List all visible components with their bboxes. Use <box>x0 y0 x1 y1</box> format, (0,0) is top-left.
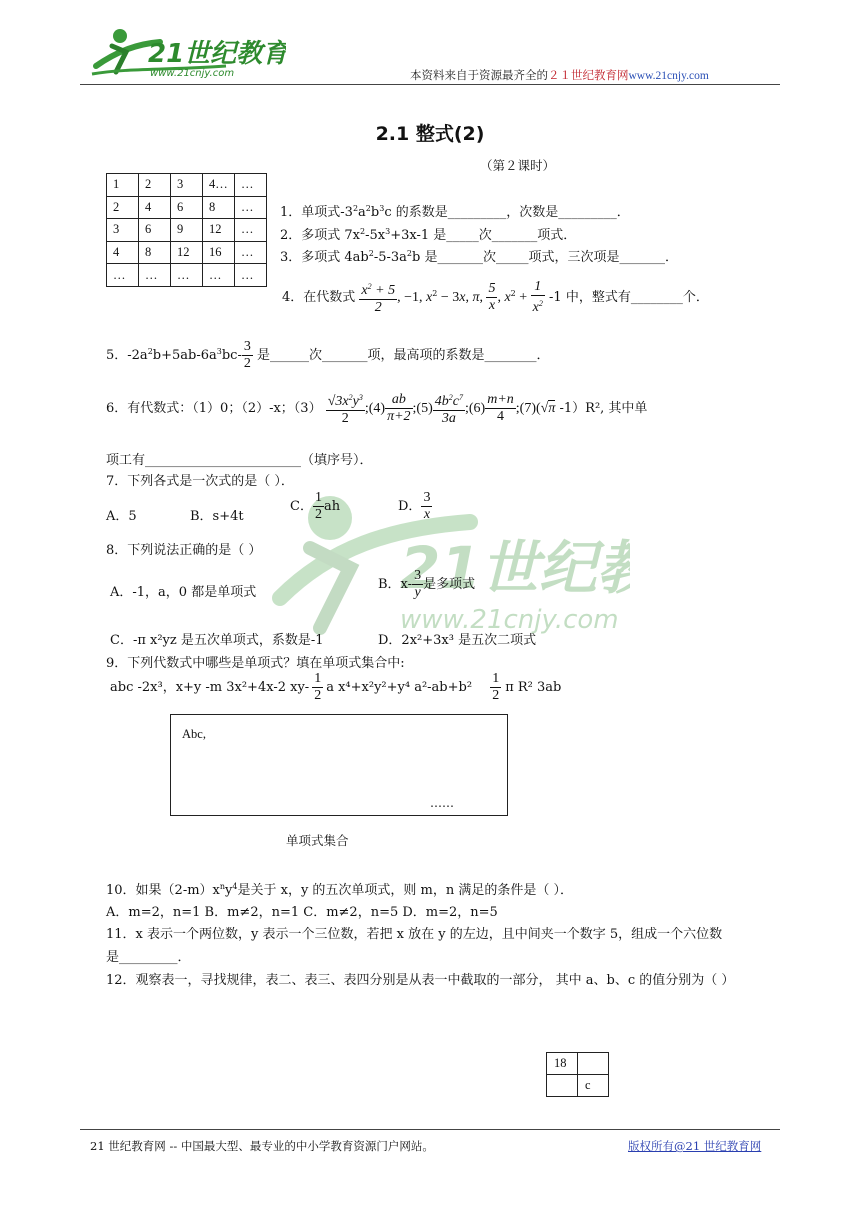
number-table-cell: … <box>171 264 203 287</box>
logo-url: www.21cnjy.com <box>150 68 235 79</box>
header-divider <box>80 84 780 85</box>
number-table-cell: … <box>235 264 267 287</box>
number-table-cell: … <box>203 264 235 287</box>
question-3: 3．多项式 $4ab^2-5-3a^2b$ 是_______次_____项式，三次项是_______． <box>280 249 678 265</box>
monomial-set-box[interactable] <box>170 714 508 816</box>
number-table-cell: 3 <box>171 174 203 197</box>
question-8-option-b: B．x- $\frac{3}{y}$ 是多项式 <box>378 568 476 600</box>
question-12: 12．观察表一，寻找规律，表二、表三、表四分别是从表一中截取的一部分， 其中 a、b、c 的值分别为（ ） <box>106 973 735 988</box>
question-7-option-b: B．s+4t <box>190 509 244 524</box>
number-table-cell: 4 <box>107 241 139 264</box>
question-4: 4．在代数式 $\frac{x^2 + 5}{2}$ , −1, $x^2 - 3x$, π, $\frac{5}{x}$ , $x^2$ + $\frac{1}{x^2}$ -1 中，整式有________个． <box>282 279 709 315</box>
table-2 <box>546 1052 609 1097</box>
table-2-cell <box>547 1075 578 1097</box>
brand-name: ２１世纪教育网 <box>548 68 629 82</box>
number-table-cell: 9 <box>171 219 203 242</box>
monomial-set-text: Abc, <box>182 727 206 741</box>
page-subtitle: （第２课时） <box>480 158 556 173</box>
question-11-line-2: 是_________． <box>106 950 191 965</box>
question-9: 9．下列代数式中哪些是单项式？填在单项式集合中: <box>106 656 405 671</box>
question-7: 7．下列各式是一次式的是（ ）． <box>106 474 294 489</box>
number-table-cell: 2 <box>107 196 139 219</box>
table-2-cell: c <box>578 1075 609 1097</box>
svg-text:www.21cnjy.com: www.21cnjy.com <box>400 605 619 635</box>
table-2-row <box>547 1053 609 1075</box>
question-9-expressions: abc -2x³，x+y -m 3x²+4x-2 xy- $\frac{1}{2}$ a x⁴+x²y²+y⁴ a²-ab+b² $\frac{1}{2}$ π R² 3ab <box>110 671 562 703</box>
number-table-cell: 12 <box>203 219 235 242</box>
question-11: 11．x 表示一个两位数，y 表示一个三位数，若把 x 放在 y 的左边，且中间夹一个数字 5，组成一个六位数 <box>106 927 723 942</box>
number-table-cell: 6 <box>171 196 203 219</box>
question-8: 8．下列说法正确的是（ ） <box>106 543 262 558</box>
number-table-cell: … <box>139 264 171 287</box>
number-table-row <box>107 241 267 264</box>
header-source: 本资料来自于资源最齐全的２１世纪教育网www.21cnjy.com <box>410 68 709 82</box>
question-8-option-a: A．-1，a，0 都是单项式 <box>110 585 257 600</box>
table-2-row <box>547 1075 609 1097</box>
number-table-row <box>107 219 267 242</box>
number-table-cell: 4 <box>139 196 171 219</box>
question-5: 5．$-2a^2b+5ab-6a^3bc-$ $\frac{3}{2}$ 是______次_______项，最高项的系数是________． <box>106 339 550 371</box>
footer-copyright-link[interactable]: 版权所有@21 世纪教育网 <box>628 1139 762 1153</box>
number-table-cell: 2 <box>139 174 171 197</box>
logo-text: 21世纪教育 <box>148 39 286 69</box>
question-7-option-d: D． $\frac{3}{x}$ <box>398 490 431 522</box>
question-1: 1．单项式$-3^2a^2b^3c$ 的系数是_________，次数是_________． <box>280 204 630 220</box>
monomial-set-ellipsis: …… <box>430 796 454 810</box>
number-table-cell: … <box>235 219 267 242</box>
question-6-line-2: 项工有________________________（填序号）． <box>106 453 373 468</box>
logo <box>86 22 286 82</box>
question-7-option-c: C． $\frac{1}{2}$ ah <box>290 490 341 522</box>
number-table-row <box>107 196 267 219</box>
number-table-cell: 6 <box>139 219 171 242</box>
number-table-cell: … <box>235 241 267 264</box>
number-table-cell: … <box>235 196 267 219</box>
number-table-cell: 12 <box>171 241 203 264</box>
number-table-row <box>107 174 267 197</box>
number-table-cell: 1 <box>107 174 139 197</box>
question-10-options: A．m=2，n=1 B．m≠2，n=1 C．m≠2，n=5 D．m=2，n=5 <box>106 905 498 920</box>
brand-url: www.21cnjy.com <box>628 70 709 82</box>
number-table-cell: 4… <box>203 174 235 197</box>
table-2-cell <box>578 1053 609 1075</box>
question-8-option-d: D．2x²+3x³ 是五次二项式 <box>378 633 537 648</box>
question-8-option-c: C．-π x²yz 是五次单项式，系数是-1 <box>110 633 324 648</box>
number-table-cell: … <box>235 174 267 197</box>
svg-text:21世纪教育: 21世纪 <box>400 534 597 602</box>
number-table-cell: 3 <box>107 219 139 242</box>
number-table-cell: 16 <box>203 241 235 264</box>
footer-divider <box>80 1129 780 1130</box>
question-10: 10．如果$(2-m)x^ny^4$是关于 x，y 的五次单项式，则 m，n 满足的条件是（ ）． <box>106 882 574 898</box>
number-table-cell: 8 <box>203 196 235 219</box>
footer-text: 21 世纪教育网 -- 中国最大型、最专业的中小学教育资源门户网站。 <box>90 1139 434 1153</box>
monomial-set-label: 单项式集合 <box>286 833 349 848</box>
page-title: 2.1 整式(2) <box>375 123 485 145</box>
number-table <box>106 173 267 287</box>
number-table-row <box>107 264 267 287</box>
table-2-cell: 18 <box>547 1053 578 1075</box>
number-table-cell: … <box>107 264 139 287</box>
question-7-option-a: A．5 <box>106 509 137 524</box>
number-table-cell: 8 <box>139 241 171 264</box>
question-6: 6．有代数式：（1）0；（2）-x；（3） $\frac{√3x^2y^3}{2}$ ;(4) $\frac{ab}{\pi+2}$ ;(5) $\frac{4b^2c^7}{3a}$ ;(6) $\frac{m+n}{4}$ ;(7)(√π -1）R², 其中单 <box>106 392 648 426</box>
question-2: 2．多项式 $7x^2-5x^3+3x-1$ 是_____次_______项式． <box>280 227 577 243</box>
